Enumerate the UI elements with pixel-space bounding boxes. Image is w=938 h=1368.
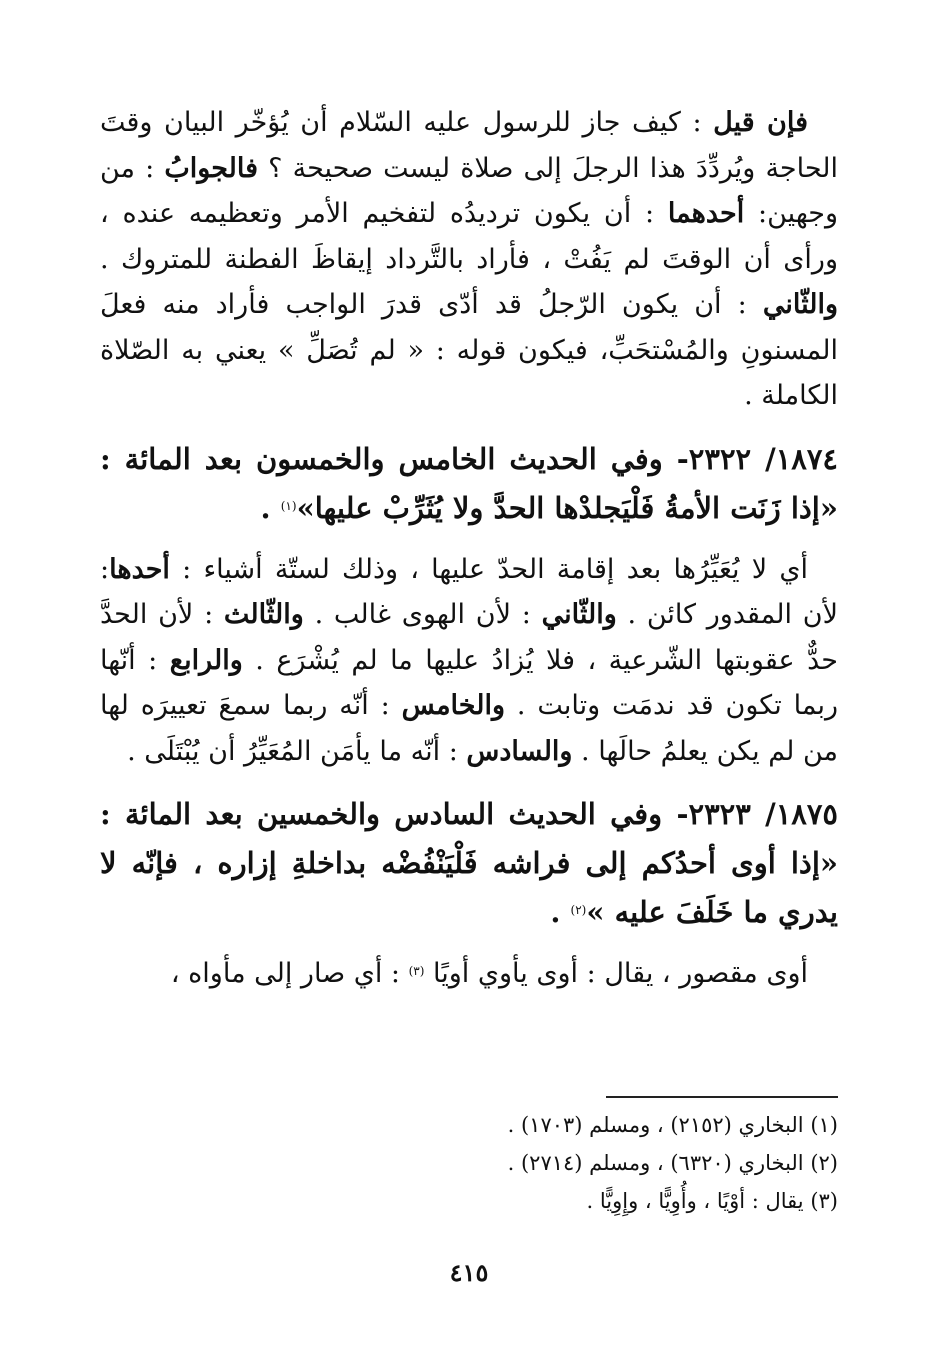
footnote-3: (٣) يقال : أوْيًا ، وأُوِيًّا ، وإِوِيًّا . xyxy=(586,1189,838,1213)
explanation-text-4: : لأن الحدَّ حدٌّ عقوبتها الشّرعية ، فلا يُزادُ عليها ما لم يُشْرَع . xyxy=(100,599,838,676)
reason-sixth-label: والسادس xyxy=(466,735,573,767)
page-number: ٤١٥ xyxy=(449,1258,489,1287)
definition-text-2: : أي صار إلى مأواه ، xyxy=(170,958,409,989)
hadith-1875-text: ١٨٧٥/ ٢٣٢٣- وفي الحديث السادس والخمسين بعد المائة : «إذا أوى أحدُكم إلى فراشه فَلْيَنْفُضْه بداخلةِ إزاره ، فإنّه لا يدري ما خَلَفَ عليه » xyxy=(100,797,838,929)
hadith-1874-end: . xyxy=(260,490,281,525)
footnote-divider xyxy=(606,1096,838,1098)
explanation-text-3: : لأن الهوى غالب . xyxy=(303,599,542,630)
explanation-text-5: : أنّها ربما تكون قد ندمَت وتابت . xyxy=(100,644,839,721)
reason-second-label: والثّاني xyxy=(541,599,617,630)
paragraph-explanation xyxy=(100,547,838,775)
reason-third-label: والثّالث xyxy=(223,599,304,630)
hadith-1874 xyxy=(100,435,838,533)
hadith-1875 xyxy=(100,790,838,937)
hadith-1875-end: . xyxy=(550,895,571,929)
objection-text: : كيف جاز للرسول عليه السّلام أن يُؤخّر البيان وقتَ الحاجة ويُردِّدَ هذا الرجلَ إلى صلاة ليست صحيحة ؟ xyxy=(100,107,839,184)
footnotes xyxy=(100,1106,838,1220)
paragraph-objection xyxy=(100,100,838,419)
explanation-text-1: أي لا يُعَيِّرُها بعد إقامة الحدّ عليها ، وذلك لستّة أشياء : xyxy=(169,553,808,585)
footnote-ref-3[interactable]: (٣) xyxy=(408,964,425,978)
paragraph-definition xyxy=(100,951,838,997)
footnote-2: (٢) البخاري (٦٣٢٠) ، ومسلم (٢٧١٤) . xyxy=(507,1151,838,1175)
answer-lead: فالجوابُ xyxy=(164,152,259,184)
footnote-ref-1[interactable]: (١) xyxy=(280,498,297,513)
answer-text-2: : أن يكون ترديدُه لتفخيم الأمر وتعظيمه عنده ، ورأى أن الوقتَ لم يَفُتْ ، فأراد بالتَّرداد إيقاظَ الفطنة للمتروك . xyxy=(100,198,838,275)
explanation-text-2: : لأن المقدور كائن . xyxy=(100,553,838,630)
reason-first-label: أحدها xyxy=(109,553,170,585)
reason-fifth-label: والخامس xyxy=(401,690,505,721)
answer-second-label: والثّاني xyxy=(762,289,838,320)
page-body xyxy=(100,100,838,1013)
explanation-text-6: : أنّه ربما سمعَ تعييرَه لها من لم يكن يعلمُ حالَها . xyxy=(100,690,838,767)
footnote-1: (١) البخاري (٢١٥٢) ، ومسلم (١٧٠٣) . xyxy=(507,1113,838,1137)
answer-text-3: : أن يكون الرّجلُ قد أدّى قدرَ الواجب فأراد منه فعلَ المسنونِ والمُسْتحَبِّ، فيكون قوله : « لم تُصَلِّ » يعني به الصّلاة الكاملة . xyxy=(100,289,838,411)
answer-first-label: أحدهما xyxy=(667,198,745,229)
footnote-ref-2[interactable]: (٢) xyxy=(570,903,587,917)
reason-fourth-label: والرابع xyxy=(169,644,243,676)
definition-text-1: أوى مقصور ، يقال : أوى يأوي أويًا xyxy=(424,958,808,989)
objection-lead: فإن قيل xyxy=(713,107,808,138)
hadith-1874-text: ١٨٧٤/ ٢٣٢٢- وفي الحديث الخامس والخمسون بعد المائة : «إذا زَنَت الأمةُ فَلْيَجلدْها الحدَّ ولا يُثَرِّبْ عليها» xyxy=(100,441,838,525)
explanation-text-7: : أنّه ما يأمَن المُعَيِّرُ أن يُبْتَلَى . xyxy=(127,735,467,767)
answer-text-1: : من وجهين: xyxy=(100,152,838,229)
